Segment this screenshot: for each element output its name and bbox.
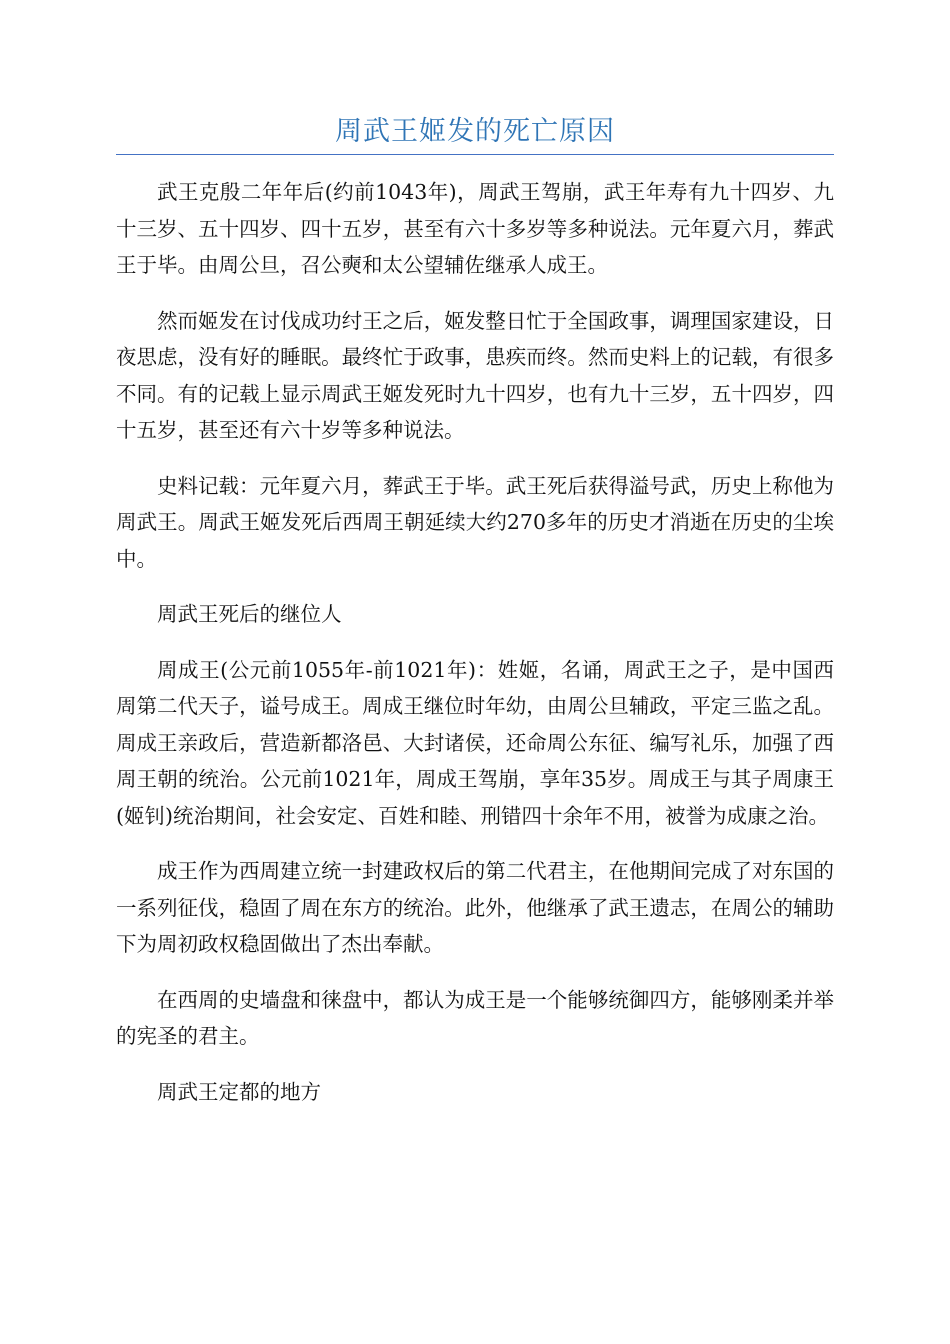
section-heading-successor: 周武王死后的继位人 bbox=[157, 602, 342, 626]
paragraph-5: 成王作为西周建立统一封建政权后的第二代君主，在他期间完成了对东国的一系列征伐，稳固了周在东方的统治。此外，他继承了武王遗志，在周公的辅助下为周初政权稳固做出了杰出奉献。 bbox=[116, 859, 834, 956]
paragraph-6: 在西周的史墙盘和徕盘中，都认为成王是一个能够统御四方，能够刚柔并举的宪圣的君主。 bbox=[116, 987, 834, 1048]
paragraph-2: 然而姬发在讨伐成功纣王之后，姬发整日忙于全国政事，调理国家建设，日夜思虑，没有好的睡眠。最终忙于政事，患疾而终。然而史料上的记载，有很多不同。有的记载上显示周武王姬发死时九十四岁，也有九十三岁，五十四岁，四十五岁，甚至还有六十岁等多种说法。 bbox=[116, 308, 834, 442]
section-heading-capital: 周武王定都的地方 bbox=[157, 1079, 321, 1104]
document-title: 周武王姬发的死亡原因 bbox=[335, 116, 615, 147]
title-underline bbox=[116, 154, 834, 155]
paragraph-4: 周成王(公元前1055年-前1021年)：姓姬，名诵，周武王之子，是中国西周第二代天子，谥号成王。周成王继位时年幼，由周公旦辅政，平定三监之乱。周成王亲政后，营造新都洛邑、大封诸侯，还命周公东征、编写礼乐，加强了西周王朝的统治。公元前1021年，周成王驾崩，享年35岁。周成王与其子周康王(姬钊)统治期间，社会安定、百姓和睦、刑错四十余年不用，被誉为成康之治。 bbox=[116, 657, 834, 828]
paragraph-1: 武王克殷二年年后(约前1043年)，周武王驾崩，武王年寿有九十四岁、九十三岁、五十四岁、四十五岁，甚至有六十多岁等多种说法。元年夏六月，葬武王于毕。由周公旦，召公奭和太公望辅佐继承人成王。 bbox=[116, 180, 834, 277]
paragraph-3: 史料记载：元年夏六月，葬武王于毕。武王死后获得溢号武，历史上称他为周武王。周武王姬发死后西周王朝延续大约270多年的历史才消逝在历史的尘埃中。 bbox=[116, 473, 834, 571]
document-body bbox=[116, 174, 834, 1129]
